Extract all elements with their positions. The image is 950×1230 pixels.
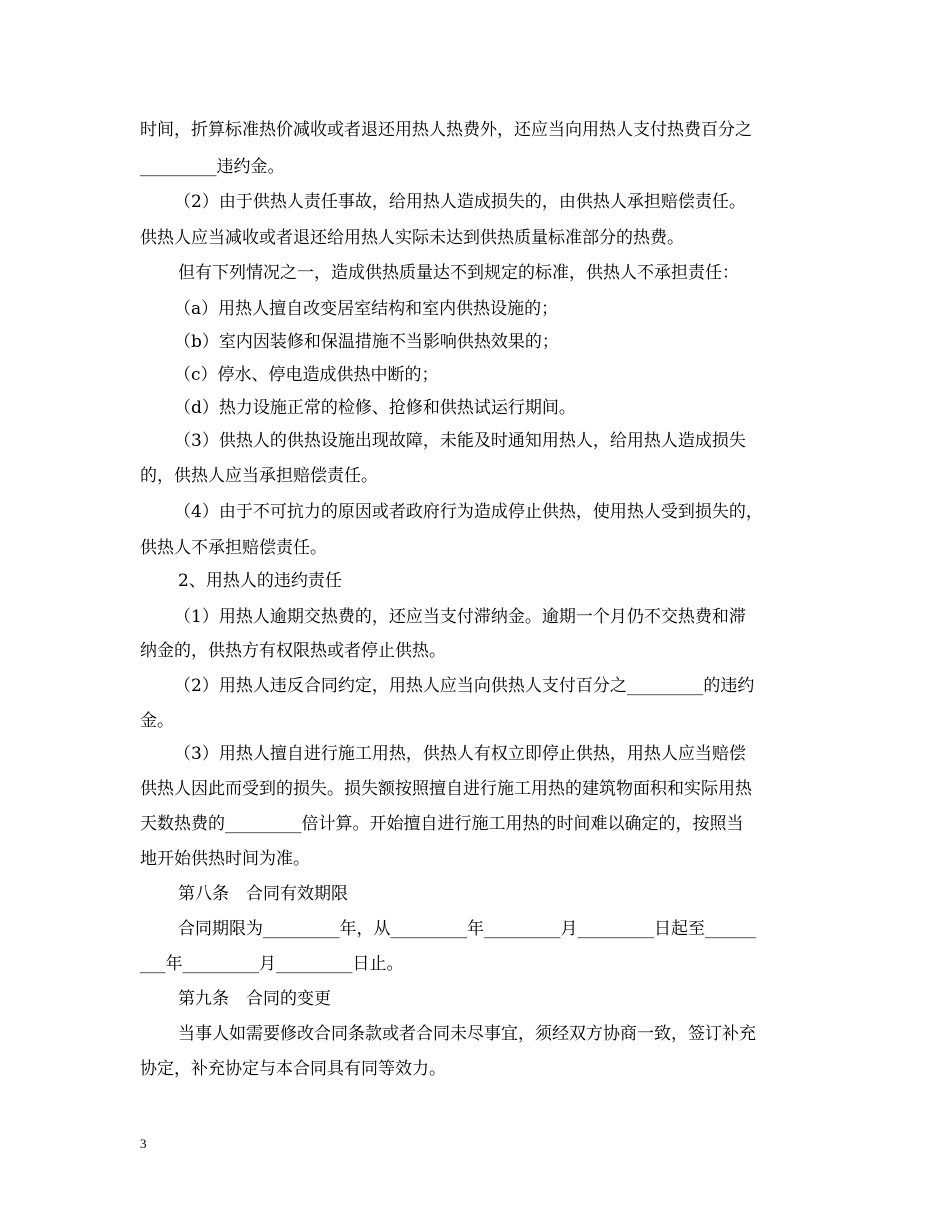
text-line: 纳金的，供热方有权限热或者停止供热。 <box>140 641 446 661</box>
text-line: 第八条 合同有效期限 <box>178 884 348 904</box>
text-line: （d）热力设施正常的检修、抢修和供热试运行期间。 <box>174 398 576 418</box>
text-line: （1）用热人逾期交热费的，还应当支付滞纳金。逾期一个月仍不交热费和滞 <box>174 607 746 627</box>
text-line: （2）由于供热人责任事故，给用热人造成损失的，由供热人承担赔偿责任。 <box>174 192 746 212</box>
text-line: 天数热费的_________倍计算。开始擅自进行施工用热的时间难以确定的，按照当 <box>140 814 744 834</box>
text-line: 但有下列情况之一，造成供热质量达不到规定的标准，供热人不承担责任： <box>178 263 739 283</box>
text-line: 的，供热人应当承担赔偿责任。 <box>140 466 378 486</box>
text-line: _________违约金。 <box>140 157 285 177</box>
text-line: 供热人不承担赔偿责任。 <box>140 538 327 558</box>
text-line: 协定，补充协定与本合同具有同等效力。 <box>140 1059 446 1079</box>
text-line: 当事人如需要修改合同条款或者合同未尽事宜，须经双方协商一致，签订补充 <box>178 1024 756 1044</box>
text-line: ___年_________月_________日止。 <box>140 954 404 974</box>
text-line: 供热人应当减收或者退还给用热人实际未达到供热质量标准部分的热费。 <box>140 228 684 248</box>
text-line: 供热人因此而受到的损失。损失额按照擅自进行施工用热的建筑物面积和实际用热 <box>140 779 752 799</box>
text-line: （3）供热人的供热设施出现故障，未能及时通知用热人，给用热人造成损失 <box>174 431 746 451</box>
text-line: （2）用热人违反合同约定，用热人应当向供热人支付百分之_________的违约 <box>174 676 755 696</box>
text-line: （c）停水、停电造成供热中断的； <box>174 365 439 385</box>
text-line: 金。 <box>140 711 174 731</box>
text-line: 时间，折算标准热价减收或者退还用热人热费外，还应当向用热人支付热费百分之 <box>140 120 752 140</box>
text-line: 2、用热人的违约责任 <box>178 571 342 591</box>
text-line: （a）用热人擅自改变居室结构和室内供热设施的； <box>174 299 559 319</box>
text-line: （3）用热人擅自进行施工用热，供热人有权立即停止供热，用热人应当赔偿 <box>174 744 746 764</box>
text-line: （b）室内因装修和保温措施不当影响供热效果的； <box>174 332 559 352</box>
page-number: 3 <box>140 1136 147 1151</box>
text-line: 第九条 合同的变更 <box>178 989 331 1009</box>
text-line: （4）由于不可抗力的原因或者政府行为造成停止供热，使用热人受到损失的， <box>174 502 763 522</box>
text-line: 地开始供热时间为准。 <box>140 849 310 869</box>
text-line: 合同期限为_________年，从_________年_________月_________日起至______ <box>178 919 756 939</box>
